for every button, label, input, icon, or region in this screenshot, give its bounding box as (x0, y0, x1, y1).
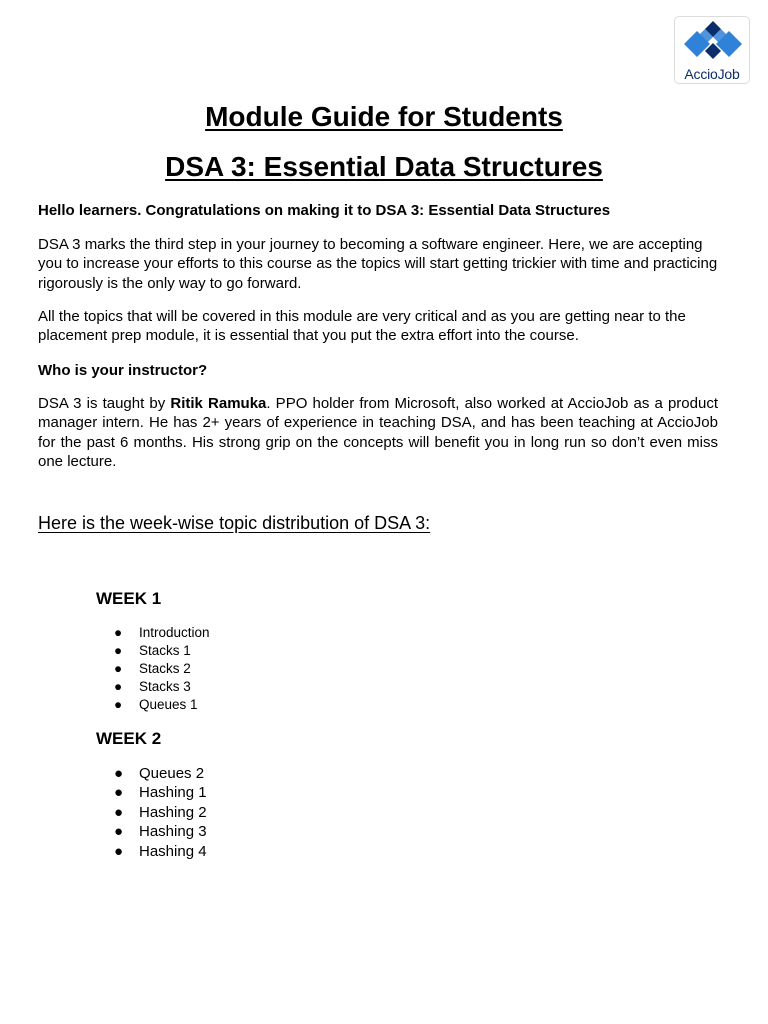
topic-label: Hashing 4 (139, 842, 207, 860)
instructor-name: Ritik Ramuka (170, 395, 267, 412)
instructor-prefix: DSA 3 is taught by (38, 395, 171, 412)
topic-label: Stacks 1 (139, 642, 191, 658)
topic-label: Stacks 3 (139, 678, 191, 694)
week-2-topic-list (114, 764, 207, 861)
intro-paragraph: DSA 3 marks the third step in your journey to becoming a software engineer. Here, we are accepting you to increase your efforts to this course as the topics will start getting trickier with time and practicing rigorously is the only way to go forward. (38, 236, 718, 292)
bullet-icon: ● (114, 696, 123, 712)
topic-label: Hashing 3 (139, 823, 207, 841)
list-item (114, 696, 210, 714)
list-item (114, 822, 207, 841)
week-2-heading: WEEK 2 (96, 729, 162, 748)
topic-label: Introduction (139, 625, 210, 640)
bullet-icon: ● (114, 803, 124, 821)
list-item (114, 678, 210, 696)
acciojob-diamond-logo-icon (681, 21, 745, 67)
bullet-icon: ● (114, 642, 123, 658)
bullet-icon: ● (114, 625, 123, 640)
page-title: Module Guide for Students (205, 101, 563, 132)
bullet-icon: ● (114, 842, 124, 860)
bullet-icon: ● (114, 784, 124, 802)
page-subtitle: DSA 3: Essential Data Structures (165, 151, 603, 182)
instructor-heading: Who is your instructor? (38, 362, 208, 379)
week-1-heading: WEEK 1 (96, 589, 162, 608)
topic-label: Hashing 2 (139, 803, 207, 821)
list-item (114, 764, 207, 783)
bullet-icon: ● (114, 765, 124, 782)
topic-label: Queues 1 (139, 696, 198, 712)
greeting-text: Hello learners. Congratulations on making it to DSA 3: Essential Data Structures (38, 202, 611, 219)
list-item (114, 783, 207, 802)
list-item (114, 660, 210, 678)
acciojob-logo (674, 16, 750, 84)
distribution-heading: Here is the week-wise topic distribution of DSA 3: (38, 513, 431, 533)
list-item (114, 624, 210, 642)
logo-text: AccioJob (684, 66, 740, 82)
topic-label: Stacks 2 (139, 660, 191, 676)
instructor-suffix: . PPO holder from Microsoft, also worked at AccioJob as a product manager intern. He has 2+ years of experience in teaching DSA, and has been teaching at AccioJob for the past 6 months. His strong grip on the concepts will benefit you in long run so don’t even miss one lecture. (38, 395, 718, 471)
topic-label: Queues 2 (139, 765, 205, 782)
list-item (114, 803, 207, 822)
bullet-icon: ● (114, 660, 123, 676)
week-1-topic-list (114, 624, 210, 714)
topic-label: Hashing 1 (139, 784, 207, 802)
list-item (114, 842, 207, 861)
bullet-icon: ● (114, 823, 124, 841)
bullet-icon: ● (114, 678, 123, 694)
critical-paragraph: All the topics that will be covered in this module are very critical and as you are getting near to the placement prep module, it is essential that you put the extra effort into the course. (38, 308, 686, 345)
instructor-paragraph (38, 394, 718, 472)
list-item (114, 642, 210, 660)
